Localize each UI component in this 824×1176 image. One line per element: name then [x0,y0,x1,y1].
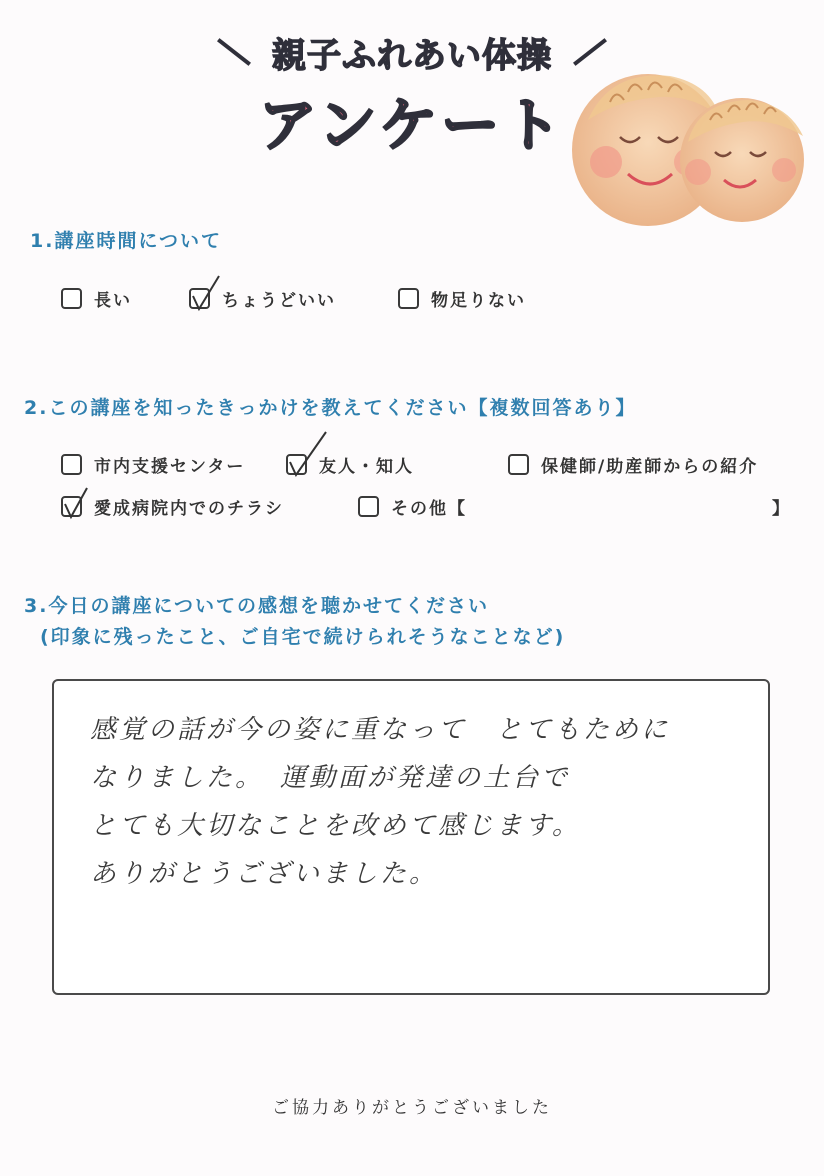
question-3-heading: 3.今日の講座についての感想を聴かせてください [24,595,490,617]
free-answer-box[interactable] [52,679,770,995]
q2-option-friend[interactable] [286,452,414,477]
option-label: その他【 [391,499,467,519]
option-label: 保健師/助産師からの紹介 [541,457,759,477]
checkbox-checked[interactable] [61,496,82,517]
option-label: 友人・知人 [319,457,414,477]
left-slash-decoration [217,38,251,66]
q1-option-just-right[interactable] [189,286,336,311]
q2-option-health-nurse[interactable] [508,452,758,477]
checkmark-icon [189,276,229,316]
page-title: アンケート [258,91,566,159]
q2-option-support-center[interactable] [61,452,245,477]
option-label: 物足りない [431,291,526,311]
answer-line-4: ありがとうございました。 [90,859,439,889]
smiling-faces-illustration [570,62,810,227]
checkbox[interactable] [61,288,82,309]
thank-you-footer: ご協力ありがとうございました [272,1098,552,1118]
option-label: 市内支援センター [94,457,246,477]
q1-option-long[interactable] [61,286,132,311]
q2-option-other[interactable] [358,494,467,519]
answer-line-2: なりました。 運動面が発達の土台で [90,763,571,793]
option-label: ちょうどいい [222,291,336,311]
checkbox[interactable] [398,288,419,309]
question-2-heading: 2.この講座を知ったきっかけを教えてください【複数回答あり】 [24,397,637,419]
checkbox[interactable] [61,454,82,475]
checkmark-icon [286,442,330,486]
subtitle: 親子ふれあい体操 [272,35,552,76]
question-1-heading: 1.講座時間について [30,230,223,252]
option-label: 長い [94,291,132,311]
answer-line-1: 感覚の話が今の姿に重なって とてもために [90,715,671,745]
option-label: 愛成病院内でのチラシ [94,499,284,519]
q2-option-hospital-flyer[interactable] [61,494,284,519]
checkbox-checked[interactable] [286,454,307,475]
answer-line-3: とても大切なことを改めて感じます。 [90,811,581,841]
checkbox-checked[interactable] [189,288,210,309]
q2-other-close-bracket: 】 [772,499,791,519]
q1-option-not-enough[interactable] [398,286,526,311]
checkbox[interactable] [508,454,529,475]
checkmark-icon [61,484,101,524]
question-3-subheading: (印象に残ったこと、ご自宅で続けられそうなことなど) [40,626,566,648]
checkbox[interactable] [358,496,379,517]
